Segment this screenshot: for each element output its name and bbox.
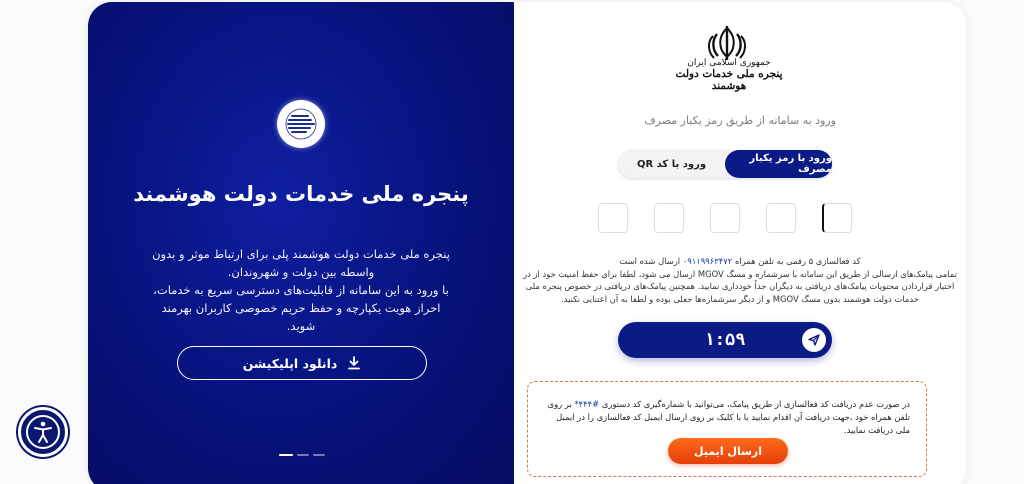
hero-description-line-2: با ورود به این سامانه از قابلیت‌های دسترسی سریع به خدمات، احراز هویت یکپارچه و حفظ حریم خصوصی کاربران بهرمند شوید.: [153, 283, 449, 333]
emblem-caption: [664, 58, 794, 92]
alternate-activation-notice: [527, 381, 927, 477]
hero-title: پنجره ملی خدمات دولت هوشمند: [133, 182, 469, 206]
carousel-dots: [279, 454, 325, 456]
send-email-button[interactable]: ارسال ایمیل: [668, 438, 788, 464]
hero-description: [148, 245, 454, 335]
otp-digit-input[interactable]: [598, 203, 628, 233]
download-icon: [347, 356, 361, 370]
iran-emblem-icon: [701, 24, 753, 62]
tab-qr-login[interactable]: ورود با کد QR: [636, 158, 707, 170]
carousel-dot[interactable]: [297, 454, 309, 456]
accessibility-button[interactable]: [18, 407, 68, 457]
sms-sent-line: [520, 255, 960, 268]
tab-otp-login[interactable]: ورود با رمز یکبار مصرف: [725, 150, 832, 178]
otp-countdown-button[interactable]: [618, 322, 832, 358]
intro-panel: [88, 2, 514, 484]
otp-digit-input[interactable]: [710, 203, 740, 233]
sms-sent-prefix: کد فعالسازی ۵ رقمی به تلفن همراه: [734, 256, 861, 266]
download-app-label: دانلود اپلیکیشن: [242, 355, 338, 371]
sms-sent-suffix: ارسال شده است: [619, 256, 681, 266]
accessibility-icon: [25, 414, 61, 450]
login-card: [88, 2, 966, 484]
notice-part-1: در صورت عدم دریافت کد فعالسازی از طریق پیامک، می‌توانید با شماره‌گیری کد دستوری: [601, 399, 910, 409]
emblem-service-name: پنجره ملی خدمات دولت هوشمند: [675, 68, 783, 92]
otp-digit-input[interactable]: [822, 203, 852, 233]
notice-part-2: بر روی تلفن همراه خود ،جهت دریافت آن اقدام نمایید یا با کلیک بر روی ارسال ایمیل کد فعالسازی را در ایمیل ملی دریافت نمایید.: [547, 399, 910, 435]
globe-logo-icon: [277, 100, 325, 148]
send-icon: [802, 328, 826, 352]
download-app-button[interactable]: [177, 346, 427, 380]
otp-digit-input[interactable]: [766, 203, 796, 233]
otp-input-group: [598, 203, 852, 233]
login-panel: [514, 2, 966, 484]
sms-info: [520, 255, 960, 305]
notice-text: [542, 398, 910, 437]
ussd-code: #۴۴۴*: [574, 399, 600, 409]
carousel-dot[interactable]: [279, 454, 293, 456]
carousel-dot[interactable]: [313, 454, 325, 456]
login-method-tabs: [618, 150, 832, 178]
phone-number: ۰۹۱۱۹۹۶۳۴۷۲: [682, 256, 733, 266]
login-subtitle: ورود به سامانه از طریق رمز یکبار مصرف: [644, 114, 836, 127]
countdown-timer: ۱:۵۹: [704, 330, 746, 350]
sms-security-notice: تمامی پیامک‌های ارسالی از طریق این سامانه با سرشماره و مسگ MGOV ارسال می شود، لطفا برای حفظ امنیت خود از در اختیار قراردادن محتویات پیامک‌های دریافتی به دیگران جداً خودداری نمایید. همچنین پیامک‌های دریافتی در خصوص پنجره ملی خدمات دولت هوشمند بدون مسگ MGOV و از دیگر سرشماره‌ها جعلی بوده و لطفا به آن اعتنایی نکنید.: [523, 268, 957, 304]
otp-digit-input[interactable]: [654, 203, 684, 233]
hero-description-line-1: پنجره ملی خدمات دولت هوشمند پلی برای ارتباط موثر و بدون واسطه بین دولت و شهروندان.: [152, 247, 450, 279]
emblem-country: جمهوری اسلامی ایران: [687, 58, 771, 68]
